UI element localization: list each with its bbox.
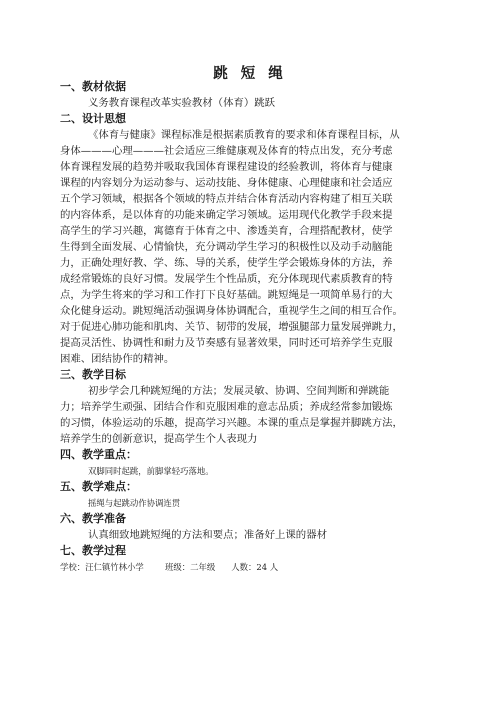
design-line: 高学生的学习兴趣，寓德育于体育之中、渗透美育，合理搭配教材，使学: [60, 225, 393, 237]
design-line: 力，正确处理好教、学、练、导的关系，使学生学会锻炼身体的方法，养: [60, 257, 393, 269]
design-line: 提高灵活性、协调性和耐力及节奏感有显著效果，同时还可培养学生克服: [60, 337, 393, 349]
design-line: 点，为学生将来的学习和工作打下良好基础。跳短绳是一项简单易行的大: [60, 289, 393, 301]
design-line: 身体———心理———社会适应三维健康观及体育的特点出发，充分考虑: [60, 145, 393, 157]
design-line: 对于促进心肺功能和肌肉、关节、韧带的发展，增强腿部力量发展弹跳力，: [60, 321, 403, 333]
difficulties-text: 摇绳与起跳动作协调连贯: [88, 498, 181, 508]
section-heading-design: 二、设计思想: [60, 112, 126, 125]
design-line: 众化健身运动。跳短绳活动强调身体协调配合，重视学生之间的相互合作。: [60, 305, 403, 317]
section-heading-key-points: 四、教学重点：: [60, 448, 137, 461]
design-line: 困难、团结协作的精神。: [60, 353, 175, 365]
objectives-line: 培养学生的创新意识，提高学生个人表现力: [60, 433, 258, 445]
design-line: 成经常锻炼的良好习惯。发展学生个性品质，充分体现现代素质教育的特: [60, 273, 393, 285]
objectives-line: 的习惯，体验运动的乐趣，提高学习兴趣。本课的重点是掌握并脚跳方法，: [60, 417, 403, 429]
document-title: 跳 短 绳: [213, 65, 287, 82]
design-line: 生得到全面发展、心情愉快，充分调动学生学习的积极性以及动手动脑能: [60, 241, 393, 253]
section-heading-preparation: 六、教学准备: [60, 512, 126, 525]
design-line: 课程的内容划分为运动参与、运动技能、身体健康、心理健康和社会适应: [60, 177, 393, 189]
section-heading-process: 七、教学过程: [60, 544, 126, 557]
design-line: 五个学习领域，根据各个领域的特点并结合体育活动内容构建了相互关联: [60, 193, 393, 205]
objectives-line: 力；培养学生顽强、团结合作和克服困难的意志品质；养成经常参加锻炼: [60, 401, 393, 413]
class-info: 学校：汪仁镇竹林小学 班级：二年级 人数：24 人: [60, 562, 279, 572]
preparation-text: 认真细致地跳短绳的方法和要点；准备好上课的器材: [88, 529, 327, 541]
key-points-text: 双脚同时起跳，前脚掌轻巧落地。: [88, 466, 214, 476]
basis-text: 义务教育课程改革实验教材（体育）跳跃: [88, 97, 276, 109]
section-heading-basis: 一、教材依据: [60, 80, 126, 93]
section-heading-difficulties: 五、教学难点：: [60, 480, 137, 493]
design-line: 的内容体系，是以体育的功能来确定学习领域。运用现代化教学手段来提: [60, 209, 393, 221]
design-line: 体育课程发展的趋势并吸取我国体育课程建设的经验教训，将体育与健康: [60, 161, 393, 173]
objectives-line: 初步学会几种跳短绳的方法；发展灵敏、协调、空间判断和弹跳能: [88, 385, 390, 397]
section-heading-objectives: 三、教学目标: [60, 368, 126, 381]
design-line: 《体育与健康》课程标准是根据素质教育的要求和体育课程目标，从: [88, 129, 400, 141]
